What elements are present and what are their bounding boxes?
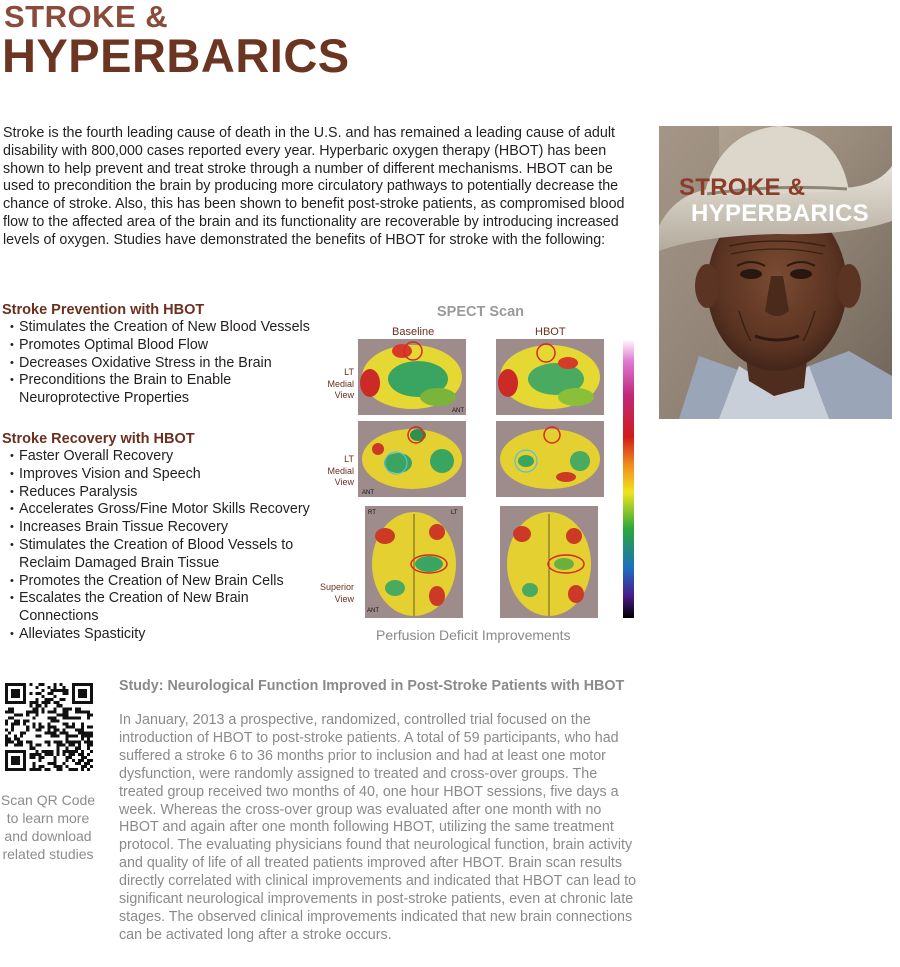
row-label-2 (314, 454, 354, 489)
scan-hbot-lt-medial-2 (496, 421, 604, 497)
scan-baseline-lt-medial-1 (358, 339, 466, 415)
list-item: • Alleviates Spasticity (2, 626, 332, 644)
hbot-label: HBOT (535, 326, 566, 338)
row-label-text: Medial (327, 378, 354, 389)
qr-caption-line: related studies (2, 846, 94, 862)
title-line-2: HYPERBARICS (2, 29, 350, 82)
row-label-text: View (334, 390, 354, 400)
hero-title-line-1: STROKE & (679, 174, 806, 201)
recovery-heading: Stroke Recovery with HBOT (2, 431, 195, 447)
scan-baseline-superior (365, 506, 463, 618)
rt-label: RT (368, 510, 376, 516)
prevention-heading: Stroke Prevention with HBOT (2, 302, 205, 318)
hero-photo (659, 126, 892, 419)
ant-label: ANT (362, 490, 374, 496)
scan-hbot-lt-medial-1 (496, 339, 604, 415)
row-label-1 (314, 367, 354, 402)
intro-paragraph: Stroke is the fourth leading cause of death in the U.S. and has remained a leading cause of adult disability with 800,000 cases reported every year. Hyperbaric oxygen therapy (HBOT) has been shown to help prevent and treat stroke through a number of different mechanisms. HBOT can be used to precondition the brain by producing more circulatory pathways to potentially decrease the chance of stroke. Also, this has been shown to benefit post-stroke patients, as compromised blood flow to the affected area of the brain and its functionality are recoverable by introducing increased levels of oxygen. Studies have demonstrated the benefits of HBOT for stroke with the following: (3, 125, 625, 248)
baseline-label: Baseline (392, 326, 435, 338)
list-item: • Reduces Paralysis (2, 484, 332, 502)
list-item: • Faster Overall Recovery (2, 448, 332, 466)
qr-caption (0, 791, 96, 863)
list-item: • Promotes Optimal Blood Flow (2, 337, 332, 355)
scan-baseline-lt-medial-2 (358, 421, 466, 497)
row-label-text: Medial (327, 465, 354, 476)
list-item: • Increases Brain Tissue Recovery (2, 519, 332, 537)
list-item: • Decreases Oxidative Stress in the Brain (2, 355, 332, 373)
recovery-section (2, 431, 332, 644)
list-item: • Accelerates Gross/Fine Motor Skills Recovery (2, 501, 332, 519)
qr-caption-line: and download (4, 828, 92, 844)
row-label-text: LT (344, 367, 354, 377)
scan-hbot-superior (500, 506, 598, 618)
ant-label: ANT (452, 408, 464, 414)
list-item: • Improves Vision and Speech (2, 466, 332, 484)
row-label-text: LT (344, 454, 354, 464)
prevention-section (2, 302, 332, 408)
list-item: • Stimulates the Creation of Blood Vessels to Reclaim Damaged Brain Tissue (2, 537, 319, 573)
color-scale-bar (623, 339, 634, 618)
qr-caption-line: to learn more (6, 810, 90, 826)
qr-code-icon (5, 683, 93, 771)
list-item: • Escalates the Creation of New Brain Connections (2, 590, 279, 626)
row-label-3 (314, 582, 354, 605)
list-item: • Stimulates the Creation of New Blood Vessels (2, 319, 332, 337)
study-body: In January, 2013 a prospective, randomized, controlled trial focused on the introduction of HBOT to post-stroke patients. A total of 59 participants, who had suffered a stroke 6 to 36 months prior to inclusion and had at least one motor dysfunction, were randomly assigned to treated and cross-over groups. The treated group received two months of 40, one hour HBOT sessions, five days a week. Whereas the cross-over group was evaluated after one month with no HBOT and again after one month following HBOT, utilizing the same treatment protocol. The evaluating physicians found that neurological function, brain activity and quality of life of all treated patients improved after HBOT. Brain scan results directly correlated with clinical improvements and indicated that HBOT can lead to significant neurological improvements in post-stroke patients, even at chronic late stages. The observed clinical improvements indicated that new brain connections can be activated long after a stroke occurs. (119, 712, 637, 943)
qr-caption-line: Scan QR Code (0, 792, 96, 808)
list-item: • Promotes the Creation of New Brain Cells (2, 573, 332, 591)
title-line-1: STROKE & (4, 0, 169, 34)
list-item: • Preconditions the Brain to Enable Neuroprotective Properties (2, 372, 259, 408)
row-label-text: View (334, 593, 354, 604)
ant-label: ANT (367, 608, 379, 614)
qr-code[interactable] (5, 683, 93, 771)
spect-title: SPECT Scan (437, 304, 525, 320)
row-label-text: Superior (319, 582, 354, 592)
hero-title-line-2: HYPERBARICS (691, 200, 869, 227)
study-heading: Study: Neurological Function Improved in Post-Stroke Patients with HBOT (119, 678, 625, 694)
lt-label: LT (451, 510, 458, 516)
figure-caption: Perfusion Deficit Improvements (376, 627, 571, 643)
row-label-text: View (334, 477, 354, 487)
elderly-man-portrait (659, 126, 892, 419)
